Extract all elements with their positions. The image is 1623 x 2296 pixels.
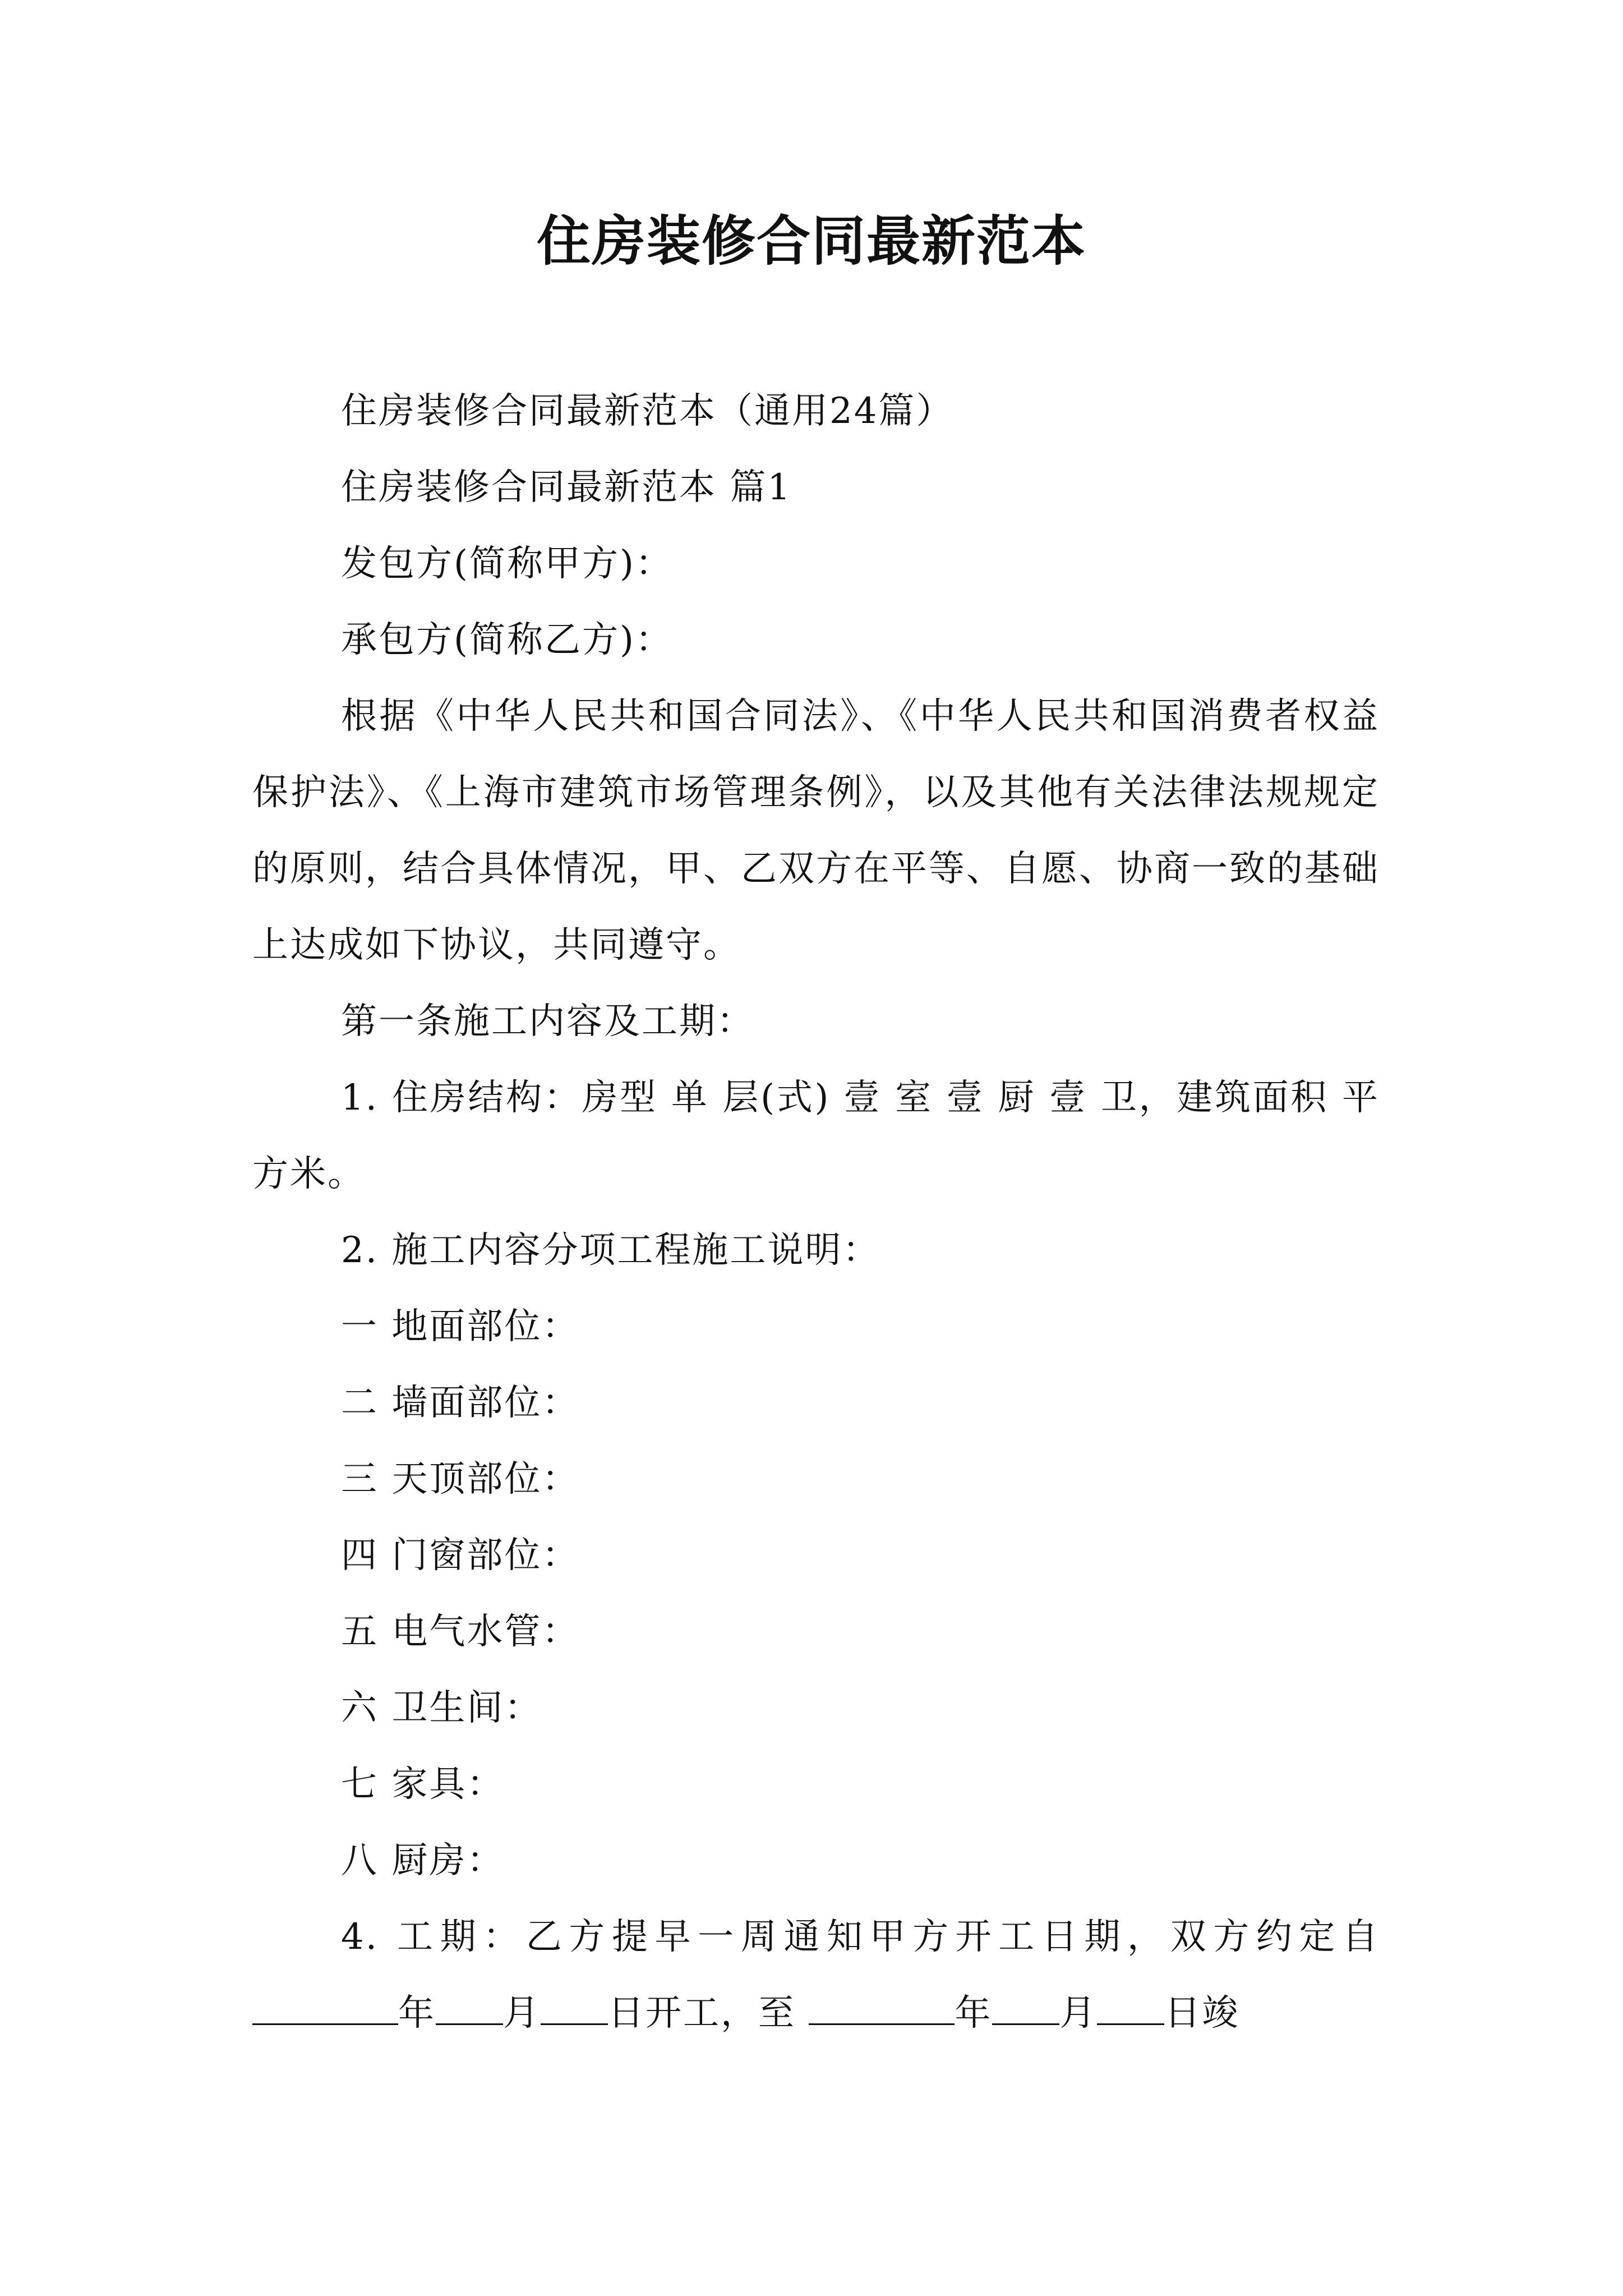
paragraph-item-wall: 二 墙面部位： <box>341 1382 580 1424</box>
paragraph-party-a: 发包方(简称甲方)： <box>341 543 673 585</box>
schedule-year-start: 年 <box>398 1993 436 2034</box>
paragraph-item-electric-water: 五 电气水管： <box>341 1611 580 1653</box>
paragraph-subtitle: 住房装修合同最新范本（通用24篇） <box>341 390 954 432</box>
blank-field-month-start <box>436 1992 503 2025</box>
paragraph-item-ceiling: 三 天顶部位： <box>341 1458 580 1500</box>
document-body <box>252 373 1380 2051</box>
document-title: 住房装修合同最新范本 <box>537 209 1086 273</box>
schedule-day-end: 日竣 <box>1164 1993 1240 2034</box>
blank-field-day-end <box>1097 1992 1164 2025</box>
paragraph-item-bathroom: 六 卫生间： <box>341 1687 542 1729</box>
paragraph-work-items: 2. 施工内容分项工程施工说明： <box>341 1230 880 1271</box>
blank-field-year-start <box>252 1992 398 2025</box>
paragraph-article-1: 第一条施工内容及工期： <box>341 1001 754 1042</box>
paragraph-party-b: 承包方(简称乙方)： <box>341 619 673 661</box>
paragraph-preamble: 根据《中华人民共和国合同法》、《中华人民共和国消费者权益保护法》、《上海市建筑市场管理条例》，以及其他有关法律法规规定的原则，结合具体情况，甲、乙双方在平等、自愿、协商一致的基础上达成如下协议，共同遵守。 <box>252 696 1380 966</box>
blank-field-month-end <box>992 1992 1059 2025</box>
schedule-text: 4. 工期：乙方提早一周通知甲方开工日期，双方约定自 <box>341 1916 1380 1958</box>
paragraph-schedule <box>252 1899 1380 2051</box>
paragraph-item-door-window: 四 门窗部位： <box>341 1535 580 1576</box>
schedule-month-end: 月 <box>1059 1993 1098 2034</box>
paragraph-item-furniture: 七 家具： <box>341 1764 505 1805</box>
blank-field-day-start <box>541 1992 608 2025</box>
schedule-year-end: 年 <box>955 1993 993 2034</box>
blank-field-year-end <box>809 1992 955 2025</box>
schedule-day-start: 日开工，至 <box>608 1993 809 2034</box>
schedule-month-start: 月 <box>503 1993 541 2034</box>
paragraph-item-kitchen: 八 厨房： <box>341 1840 505 1881</box>
paragraph-section-heading: 住房装修合同最新范本 篇1 <box>341 467 792 508</box>
paragraph-item-floor: 一 地面部位： <box>341 1306 580 1347</box>
paragraph-structure: 1. 住房结构：房型 单 层(式) 壹 室 壹 厨 壹 卫，建筑面积 平方米。 <box>252 1077 1380 1195</box>
